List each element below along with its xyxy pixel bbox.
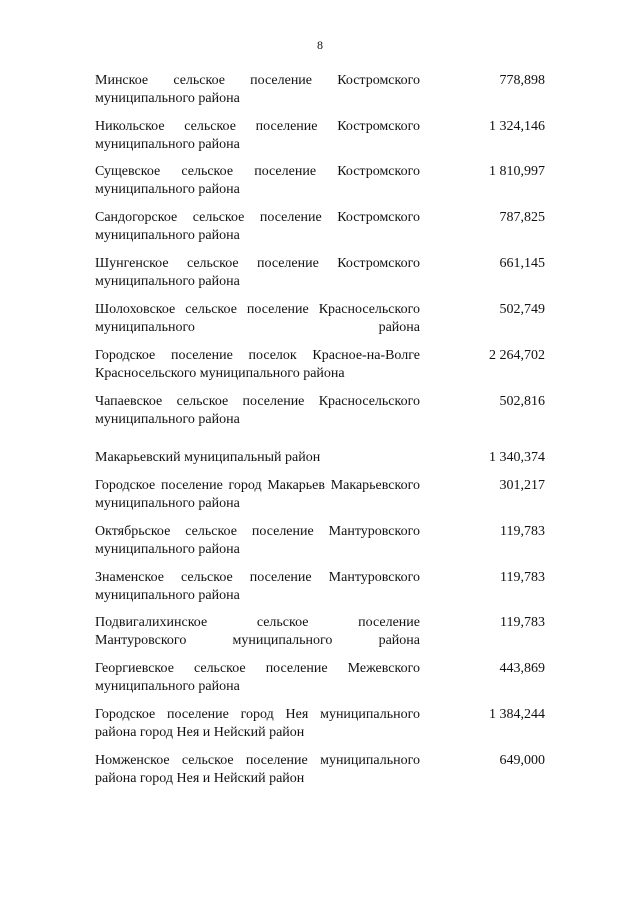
settlement-name: Шунгенское сельское поселение Костромского муниципального района [95, 256, 420, 289]
settlement-name: Минское сельское поселение Костромского муниципального района [95, 73, 420, 106]
amount-value: 2 264,702 [489, 348, 545, 363]
amount-value: 1 340,374 [489, 450, 545, 465]
table-row [95, 72, 550, 108]
table-row [95, 706, 550, 742]
settlement-name: Городское поселение город Макарьев Макарьевского муниципального района [95, 478, 420, 511]
amount-value: 443,869 [499, 661, 545, 676]
amount-value: 661,145 [499, 256, 545, 271]
page-number: 8 [317, 38, 323, 52]
amount-value: 787,825 [499, 210, 545, 225]
table-row [95, 477, 550, 513]
table-row [95, 163, 550, 199]
settlement-name: Георгиевское сельское поселение Межевского муниципального района [95, 661, 420, 694]
amount-value: 649,000 [499, 753, 545, 768]
amount-value: 301,217 [499, 478, 545, 493]
amount-value: 502,816 [499, 394, 545, 409]
table-row [95, 255, 550, 291]
amount-value: 502,749 [499, 302, 545, 317]
settlement-name: Номженское сельское поселение муниципального района город Нея и Нейский район [95, 753, 420, 786]
settlement-name: Городское поселение поселок Красное-на-Волге Красносельского муниципального района [95, 348, 420, 381]
amount-value: 778,898 [499, 73, 545, 88]
settlement-name: Подвигалихинское сельское поселение Мантуровского муниципального района [95, 615, 420, 648]
amount-value: 119,783 [500, 524, 545, 539]
table-row [95, 301, 550, 337]
table-row [95, 660, 550, 696]
settlement-name: Городское поселение город Нея муниципального района город Нея и Нейский район [95, 707, 420, 740]
settlement-name: Шолоховское сельское поселение Красносельского муниципального района [95, 302, 420, 335]
amount-value: 119,783 [500, 615, 545, 630]
table-row [95, 752, 550, 788]
table-row [95, 523, 550, 559]
amount-value: 119,783 [500, 570, 545, 585]
table-row [95, 569, 550, 605]
table-row [95, 347, 550, 383]
table-row [95, 209, 550, 245]
amount-value: 1 810,997 [489, 164, 545, 179]
amount-value: 1 384,244 [489, 707, 545, 722]
settlement-name: Чапаевское сельское поселение Красносельского муниципального района [95, 394, 420, 427]
district-name: Макарьевский муниципальный район [95, 450, 321, 465]
table-row [95, 393, 550, 429]
settlement-name: Никольское сельское поселение Костромского муниципального района [95, 119, 420, 152]
table-row [95, 118, 550, 154]
settlement-name: Октябрьское сельское поселение Мантуровского муниципального района [95, 524, 420, 557]
table-row [95, 449, 550, 467]
settlement-name: Сандогорское сельское поселение Костромского муниципального района [95, 210, 420, 243]
settlement-name: Знаменское сельское поселение Мантуровского муниципального района [95, 570, 420, 603]
settlement-name: Сущевское сельское поселение Костромского муниципального района [95, 164, 420, 197]
amount-value: 1 324,146 [489, 119, 545, 134]
table-row [95, 614, 550, 650]
